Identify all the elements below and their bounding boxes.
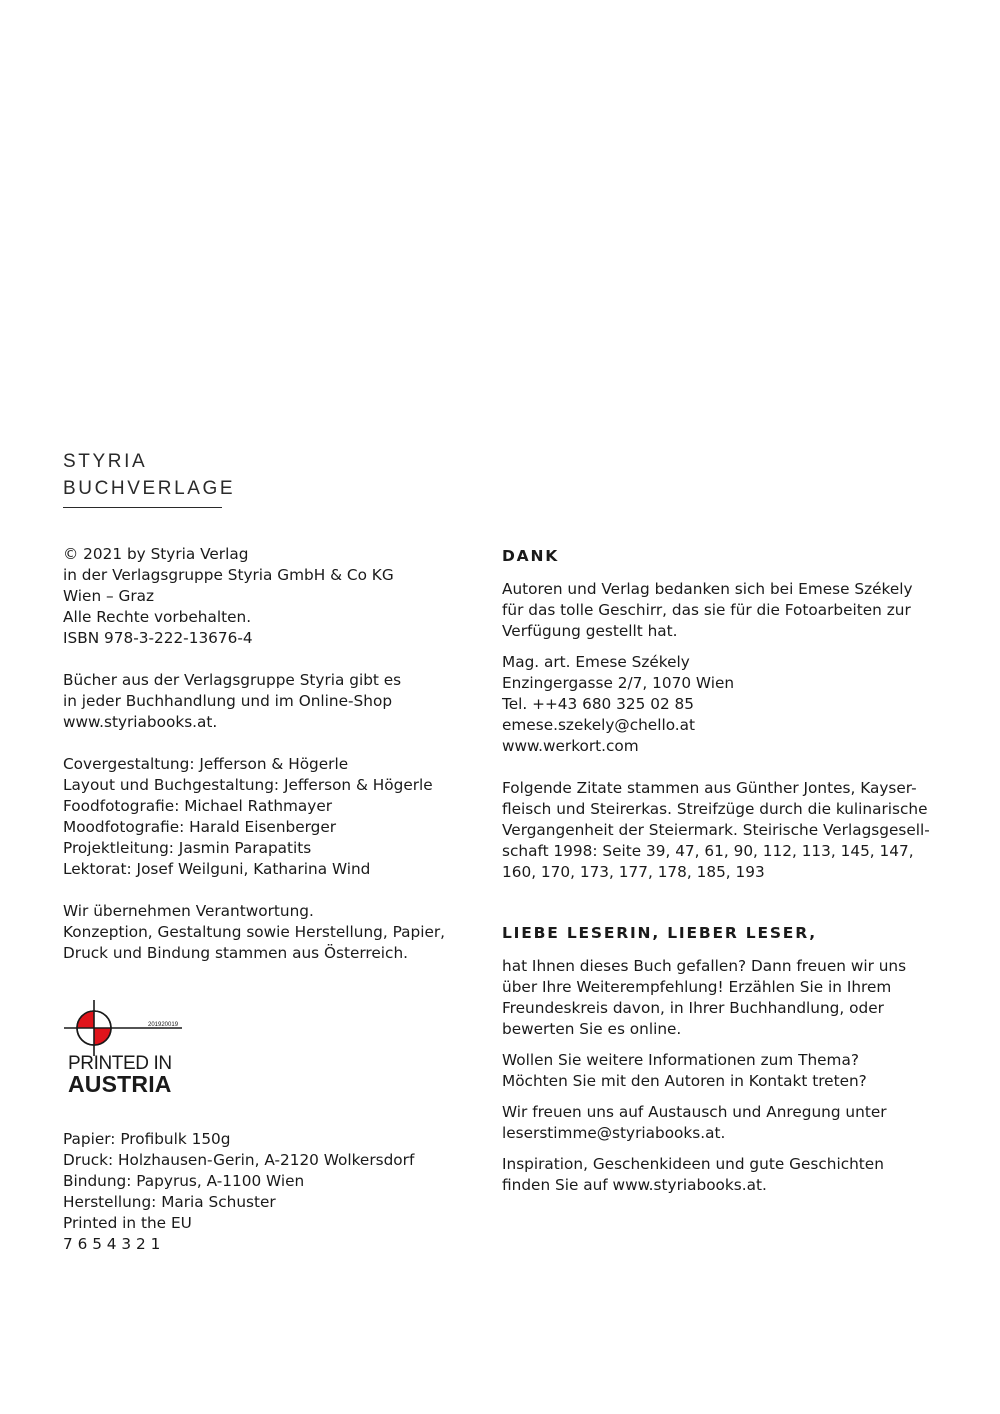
badge-austria-text: AUSTRIA xyxy=(68,1071,172,1097)
credit-line: Projektleitung: Jasmin Parapatits xyxy=(63,839,312,857)
quotes-line: schaft 1998: Seite 39, 47, 61, 90, 112, 113, 145, 147, xyxy=(502,842,914,860)
copyright-line: Wien – Graz xyxy=(63,587,155,605)
quotes-line: 160, 170, 173, 177, 178, 185, 193 xyxy=(502,863,765,881)
responsibility-block xyxy=(63,901,473,964)
production-line: Papier: Profibulk 150g xyxy=(63,1130,231,1148)
reader-line: finden Sie auf www.styriabooks.at. xyxy=(502,1176,767,1194)
dank-heading: DANK xyxy=(502,547,560,565)
contact-line: Tel. ++43 680 325 02 85 xyxy=(502,695,695,713)
production-line: Bindung: Papyrus, A-1100 Wien xyxy=(63,1172,305,1190)
credit-line: Lektorat: Josef Weilguni, Katharina Wind xyxy=(63,860,371,878)
production-line: Druck: Holzhausen-Gerin, A-2120 Wolkersdorf xyxy=(63,1151,415,1169)
availability-line: www.styriabooks.at. xyxy=(63,713,218,731)
crosshair-target-icon xyxy=(64,998,188,1058)
availability-block xyxy=(63,670,473,733)
credit-line: Moodfotografie: Harald Eisenberger xyxy=(63,818,337,836)
reader-line: Wollen Sie weitere Informationen zum Thema? xyxy=(502,1051,859,1069)
quotes-line: Folgende Zitate stammen aus Günther Jontes, Kayser- xyxy=(502,779,917,797)
dank-line: für das tolle Geschirr, das sie für die Fotoarbeiten zur xyxy=(502,601,911,619)
credit-line: Foodfotografie: Michael Rathmayer xyxy=(63,797,333,815)
credits-block xyxy=(63,754,473,880)
contact-block xyxy=(502,652,922,757)
reader-line: Inspiration, Geschenkideen und gute Geschichten xyxy=(502,1155,884,1173)
quotes-line: Vergangenheit der Steiermark. Steirische Verlagsgesell- xyxy=(502,821,930,839)
availability-line: Bücher aus der Verlagsgruppe Styria gibt es xyxy=(63,671,402,689)
reader-line: hat Ihnen dieses Buch gefallen? Dann freuen wir uns xyxy=(502,957,907,975)
imprint-right-column xyxy=(502,544,930,1196)
reader-heading: LIEBE LESERIN, LIEBER LESER, xyxy=(502,924,817,942)
reader-email: leserstimme@styriabooks.at. xyxy=(502,1124,726,1142)
reader-line: Wir freuen uns auf Austausch und Anregung unter xyxy=(502,1103,887,1121)
contact-website: www.werkort.com xyxy=(502,737,639,755)
responsibility-line: Konzeption, Gestaltung sowie Herstellung, Papier, xyxy=(63,923,446,941)
production-line: Herstellung: Maria Schuster xyxy=(63,1193,276,1211)
reader-line: bewerten Sie es online. xyxy=(502,1020,682,1038)
credit-line: Covergestaltung: Jefferson & Högerle xyxy=(63,755,349,773)
credit-line: Layout und Buchgestaltung: Jefferson & Högerle xyxy=(63,776,433,794)
production-line: Printed in the EU xyxy=(63,1214,192,1232)
contact-line: Enzingergasse 2/7, 1070 Wien xyxy=(502,674,735,692)
reader-line: Freundeskreis davon, in Ihrer Buchhandlung, oder xyxy=(502,999,884,1017)
badge-printed-in-text: PRINTED IN xyxy=(68,1053,172,1074)
dank-text xyxy=(502,579,922,642)
reader-paragraph-4 xyxy=(502,1154,922,1196)
publisher-logo xyxy=(63,448,236,508)
dank-line: Autoren und Verlag bedanken sich bei Emese Székely xyxy=(502,580,913,598)
dank-line: Verfügung gestellt hat. xyxy=(502,622,678,640)
publisher-logo-line2: BUCHVERLAGE xyxy=(63,478,236,499)
copyright-line: in der Verlagsgruppe Styria GmbH & Co KG xyxy=(63,566,394,584)
publisher-logo-underline xyxy=(63,507,222,508)
contact-line: Mag. art. Emese Székely xyxy=(502,653,690,671)
reader-paragraph-2 xyxy=(502,1050,922,1092)
print-run-line: 7 6 5 4 3 2 1 xyxy=(63,1235,161,1253)
reader-line: über Ihre Weiterempfehlung! Erzählen Sie in Ihrem xyxy=(502,978,892,996)
reader-paragraph-1 xyxy=(502,956,922,1040)
publisher-logo-line1: STYRIA xyxy=(63,451,148,472)
production-block xyxy=(63,1129,473,1255)
copyright-block xyxy=(63,544,473,649)
printed-in-austria-badge xyxy=(64,998,188,1098)
reader-line: Möchten Sie mit den Autoren in Kontakt treten? xyxy=(502,1072,867,1090)
quotes-line: fleisch und Steirerkas. Streifzüge durch die kulinarische xyxy=(502,800,928,818)
imprint-left-column xyxy=(63,544,473,964)
copyright-line: Alle Rechte vorbehalten. xyxy=(63,608,252,626)
contact-email: emese.szekely@chello.at xyxy=(502,716,696,734)
copyright-line: © 2021 by Styria Verlag xyxy=(63,545,249,563)
reader-paragraph-3 xyxy=(502,1102,922,1144)
responsibility-line: Wir übernehmen Verantwortung. xyxy=(63,902,314,920)
availability-line: in jeder Buchhandlung und im Online-Shop xyxy=(63,692,393,710)
isbn-line: ISBN 978-3-222-13676-4 xyxy=(63,629,253,647)
badge-certificate-code: 201920019 xyxy=(148,1022,179,1028)
responsibility-line: Druck und Bindung stammen aus Österreich. xyxy=(63,944,409,962)
quotes-block xyxy=(502,778,930,883)
